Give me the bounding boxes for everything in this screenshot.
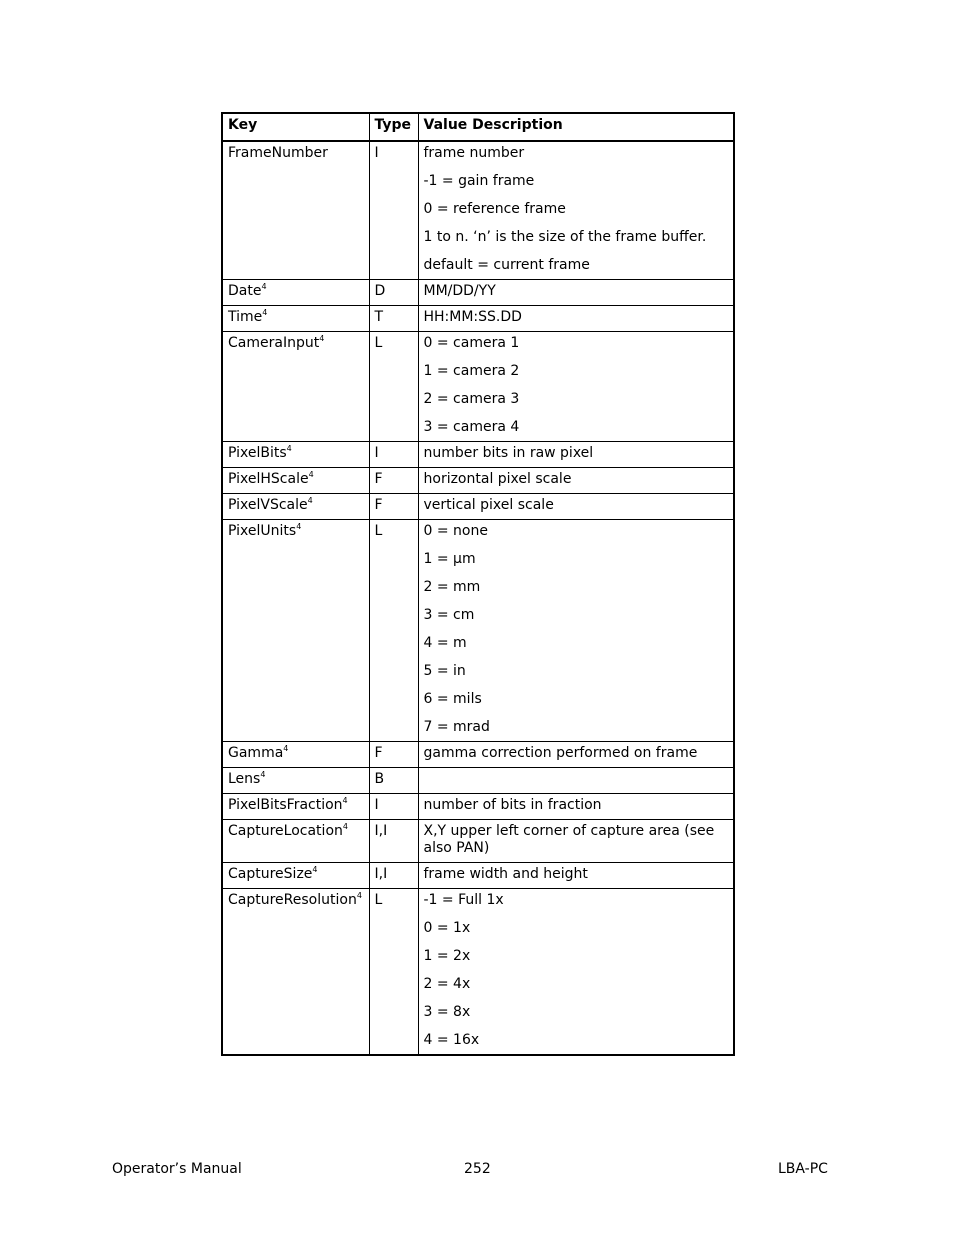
key-cell	[222, 820, 369, 863]
table-body	[222, 141, 734, 1055]
type-cell: L	[369, 889, 418, 1056]
value-line: X,Y upper left corner of capture area (see also PAN)	[423, 823, 715, 856]
value-description-cell	[418, 863, 734, 889]
value-description-cell	[418, 494, 734, 520]
value-line: frame width and height	[423, 866, 588, 882]
key-name: Time	[228, 309, 263, 325]
value-description-cell	[418, 306, 734, 332]
table-row	[222, 768, 734, 794]
value-line: gamma correction performed on frame	[423, 745, 698, 761]
value-description-cell	[418, 768, 734, 794]
footnote-marker: 4	[262, 308, 268, 317]
value-description-cell	[418, 742, 734, 768]
key-name: PixelUnits	[228, 523, 297, 539]
value-line: 4 = m	[423, 635, 467, 651]
footnote-marker: 4	[296, 522, 302, 531]
table-row	[222, 332, 734, 442]
table-header-row	[222, 113, 734, 141]
type-cell: I,I	[369, 863, 418, 889]
type-cell: I	[369, 141, 418, 280]
key-name: PixelBits	[228, 445, 287, 461]
key-cell	[222, 494, 369, 520]
value-description-cell	[418, 442, 734, 468]
key-name: Lens	[228, 771, 261, 787]
value-line: frame number	[423, 145, 525, 161]
key-name: CaptureLocation	[228, 823, 343, 839]
value-description-cell	[418, 332, 734, 442]
footnote-marker: 4	[260, 770, 266, 779]
type-cell: L	[369, 332, 418, 442]
value-line	[424, 771, 729, 788]
value-line: 5 = in	[423, 663, 466, 679]
table-row	[222, 794, 734, 820]
value-line: 0 = reference frame	[423, 201, 566, 217]
value-line: -1 = Full 1x	[423, 892, 504, 908]
header-value-description: Value Description	[418, 113, 734, 141]
table-row	[222, 494, 734, 520]
value-line: 1 = camera 2	[423, 363, 520, 379]
header-key: Key	[222, 113, 369, 141]
key-cell	[222, 768, 369, 794]
key-name: CaptureResolution	[228, 892, 357, 908]
value-description-cell	[418, 889, 734, 1056]
value-line: 1 = 2x	[423, 948, 471, 964]
type-cell: D	[369, 280, 418, 306]
footer-page-number: 252	[464, 1161, 491, 1177]
parameter-table	[221, 112, 735, 1056]
value-line: 6 = mils	[423, 691, 482, 707]
type-cell: L	[369, 520, 418, 742]
value-line: vertical pixel scale	[423, 497, 554, 513]
footer-product-name: LBA-PC	[778, 1161, 828, 1177]
footnote-marker: 4	[342, 796, 348, 805]
value-description-cell	[418, 820, 734, 863]
table-row	[222, 820, 734, 863]
type-cell: I	[369, 794, 418, 820]
key-name: FrameNumber	[228, 145, 328, 161]
footnote-marker: 4	[307, 496, 313, 505]
table-row	[222, 141, 734, 280]
value-line: 2 = camera 3	[423, 391, 520, 407]
key-name: PixelHScale	[228, 471, 309, 487]
value-description-cell	[418, 794, 734, 820]
footnote-marker: 4	[283, 744, 289, 753]
value-line: 0 = camera 1	[423, 335, 520, 351]
value-line: 2 = 4x	[423, 976, 471, 992]
table-row	[222, 520, 734, 742]
key-name: Date	[228, 283, 262, 299]
type-cell: T	[369, 306, 418, 332]
footer-manual-title: Operator’s Manual	[112, 1161, 242, 1177]
type-cell: F	[369, 468, 418, 494]
key-cell	[222, 863, 369, 889]
type-cell: I	[369, 442, 418, 468]
value-line: 4 = 16x	[423, 1032, 480, 1048]
value-line: 3 = cm	[423, 607, 475, 623]
value-description-cell	[418, 468, 734, 494]
footnote-marker: 4	[319, 334, 325, 343]
value-line: horizontal pixel scale	[423, 471, 572, 487]
type-cell: I,I	[369, 820, 418, 863]
table-row	[222, 442, 734, 468]
footnote-marker: 4	[342, 822, 348, 831]
key-name: Gamma	[228, 745, 284, 761]
footnote-marker: 4	[308, 470, 314, 479]
key-name: PixelBitsFraction	[228, 797, 343, 813]
key-name: CaptureSize	[228, 866, 313, 882]
value-line: number of bits in fraction	[423, 797, 602, 813]
value-line: HH:MM:SS.DD	[423, 309, 522, 325]
key-cell	[222, 889, 369, 1056]
key-name: PixelVScale	[228, 497, 308, 513]
value-description-cell	[418, 141, 734, 280]
table-row	[222, 889, 734, 1056]
value-line: 2 = mm	[423, 579, 481, 595]
key-cell	[222, 468, 369, 494]
key-name: CameraInput	[228, 335, 320, 351]
value-line: MM/DD/YY	[423, 283, 496, 299]
value-line: 1 = μm	[423, 551, 476, 567]
key-cell	[222, 141, 369, 280]
value-line: default = current frame	[423, 257, 590, 273]
key-cell	[222, 280, 369, 306]
type-cell: F	[369, 494, 418, 520]
table-row	[222, 280, 734, 306]
key-cell	[222, 306, 369, 332]
key-cell	[222, 794, 369, 820]
value-description-cell	[418, 280, 734, 306]
value-description-cell	[418, 520, 734, 742]
value-line: -1 = gain frame	[423, 173, 535, 189]
key-cell	[222, 332, 369, 442]
value-line: 7 = mrad	[423, 719, 490, 735]
footnote-marker: 4	[356, 891, 362, 900]
footnote-marker: 4	[286, 444, 292, 453]
table-row	[222, 468, 734, 494]
table-row	[222, 863, 734, 889]
type-cell: F	[369, 742, 418, 768]
value-line: 0 = none	[423, 523, 488, 539]
value-line: 0 = 1x	[423, 920, 471, 936]
key-cell	[222, 742, 369, 768]
header-type: Type	[369, 113, 418, 141]
value-line: 3 = camera 4	[423, 419, 520, 435]
footnote-marker: 4	[312, 865, 318, 874]
value-line: 1 to n. ‘n’ is the size of the frame buffer.	[423, 229, 707, 245]
footnote-marker: 4	[261, 282, 267, 291]
type-cell: B	[369, 768, 418, 794]
value-line: 3 = 8x	[423, 1004, 471, 1020]
key-cell	[222, 442, 369, 468]
value-line: number bits in raw pixel	[423, 445, 594, 461]
key-cell	[222, 520, 369, 742]
table-row	[222, 742, 734, 768]
table-row	[222, 306, 734, 332]
